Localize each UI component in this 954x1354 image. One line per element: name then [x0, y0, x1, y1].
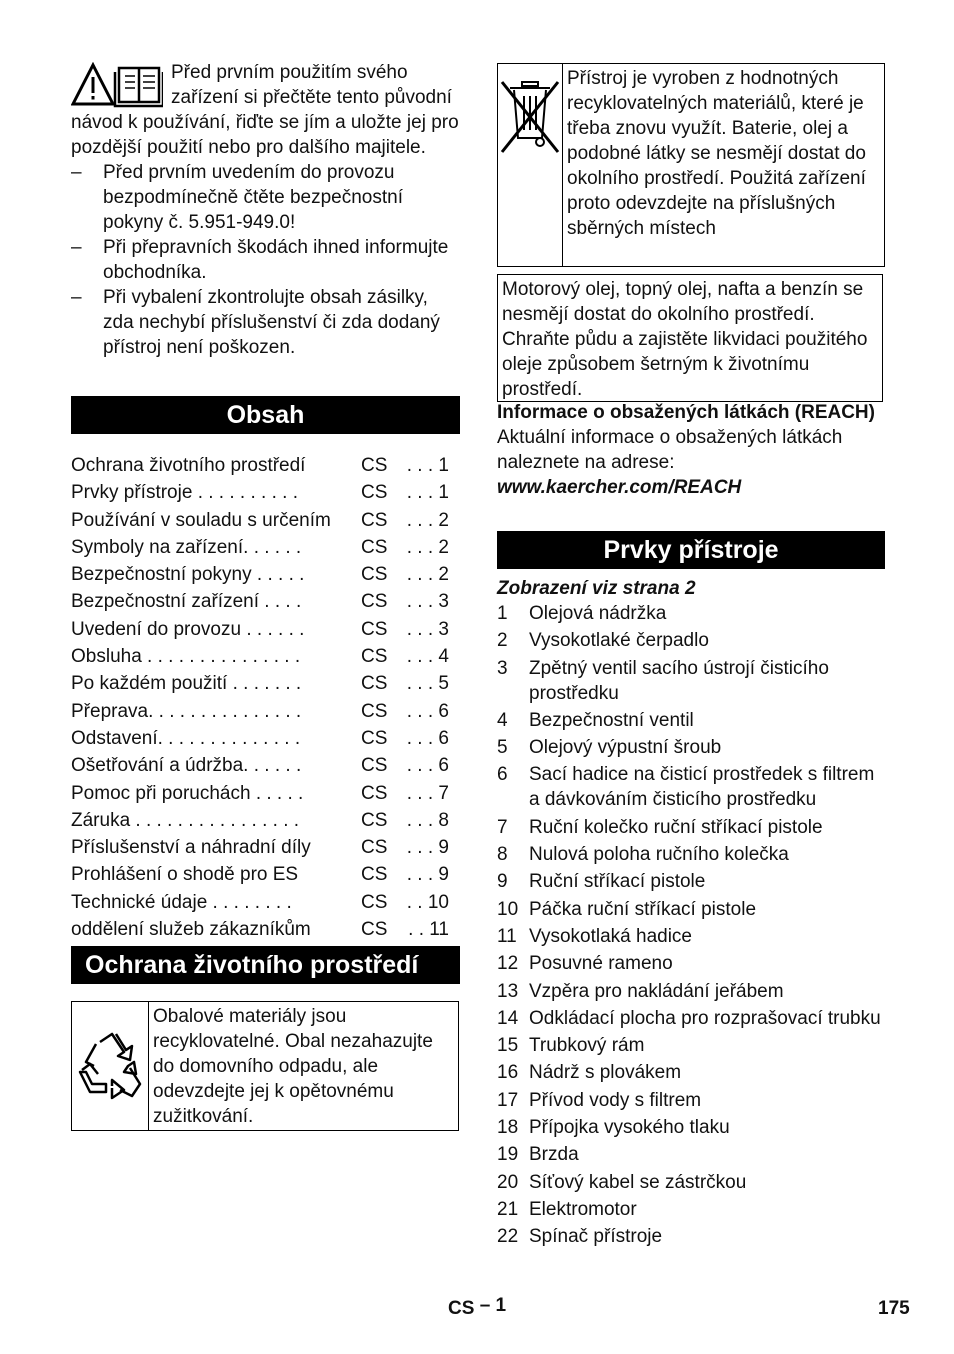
toc-row[interactable]	[71, 807, 459, 834]
part-number: 21	[497, 1198, 519, 1220]
reach-url[interactable]: www.kaercher.com/REACH	[497, 477, 742, 498]
list-item	[497, 1088, 887, 1113]
part-number: 20	[497, 1171, 519, 1193]
part-label: Vysokotlaká hadice	[529, 925, 693, 947]
toc-row[interactable]	[71, 534, 459, 561]
parts-heading: Prvky přístroje	[497, 531, 885, 569]
part-number: 15	[497, 1035, 519, 1057]
toc-page: . . 11	[408, 919, 449, 941]
list-item	[497, 924, 887, 949]
toc-lang: CS	[361, 591, 388, 613]
part-number: 13	[497, 980, 519, 1002]
toc-row[interactable]	[71, 507, 459, 534]
part-number: 9	[497, 871, 508, 893]
toc-row[interactable]	[71, 780, 459, 807]
part-label: Posuvné rameno	[529, 953, 673, 975]
recycle-box	[71, 1001, 459, 1131]
intro-bullets	[71, 160, 459, 360]
read-manual-icon	[115, 68, 163, 106]
page-number: 175	[878, 1298, 910, 1319]
parts-list	[497, 601, 887, 1249]
list-item	[497, 979, 887, 1004]
part-label: Páčka ruční stříkací pistole	[529, 898, 757, 920]
toc-row[interactable]	[71, 725, 459, 752]
part-label: Elektromotor	[529, 1198, 637, 1220]
toc-title: Ošetřování a údržba. . . . . .	[71, 755, 302, 777]
part-label: Trubkový rám	[529, 1035, 645, 1057]
toc-title: Ochrana životního prostředí	[71, 455, 306, 476]
env-heading: Ochrana životního prostředí	[71, 946, 460, 984]
toc-lang: CS	[361, 891, 388, 913]
list-item: – Při vybalení zkontrolujte obsah zásilky, zda nechybí příslušenství či zda dodaný přístroj není poškozen.	[71, 285, 459, 360]
part-number: 6	[497, 764, 508, 786]
list-item	[497, 735, 887, 760]
toc-row[interactable]	[71, 561, 459, 588]
reach-text: Aktuální informace o obsažených látkách naleznete na adrese:	[497, 427, 843, 473]
part-number: 5	[497, 737, 508, 759]
part-label: Nulová poloha ručního kolečka	[529, 844, 789, 866]
part-label: Vzpěra pro nakládání jeřábem	[529, 980, 784, 1002]
toc-title: Symboly na zařízení. . . . . .	[71, 536, 302, 558]
toc-title: oddělení služeb zákazníkům	[71, 919, 311, 941]
list-item	[497, 1060, 887, 1085]
part-number: 2	[497, 630, 508, 652]
toc-title: Příslušenství a náhradní díly	[71, 837, 311, 859]
recycle-icon	[72, 1002, 149, 1130]
oil-warning-box: Motorový olej, topný olej, nafta a benzín se nesmějí dostat do okolního prostředí. Chraňte půdu a zajistěte likvidaci použitého oleje způsobem šetrným k životnímu prostředí.	[497, 274, 883, 402]
weee-box	[497, 63, 885, 267]
toc-lang: CS	[361, 809, 388, 831]
list-item	[497, 897, 887, 922]
toc-row[interactable]	[71, 479, 459, 506]
part-label: Odkládací plocha pro rozprašovací trubku	[529, 1007, 881, 1029]
intro-section	[71, 60, 459, 360]
toc-page: . . . 6	[406, 755, 449, 777]
toc-page: . . . 9	[406, 864, 449, 886]
list-item	[497, 628, 887, 653]
toc-row[interactable]	[71, 670, 459, 697]
part-number: 4	[497, 709, 508, 731]
part-label: Olejová nádržka	[529, 603, 667, 624]
part-number: 7	[497, 816, 508, 838]
toc-page: . . . 2	[406, 536, 449, 558]
toc-lang: CS	[361, 919, 388, 941]
toc-title: Pomoc při poruchách . . . . .	[71, 782, 304, 804]
list-item	[497, 951, 887, 976]
toc-row[interactable]	[71, 889, 459, 916]
part-number: 8	[497, 844, 508, 866]
toc-lang: CS	[361, 864, 388, 886]
part-label: Přívod vody s filtrem	[529, 1089, 702, 1111]
recycle-text: Obalové materiály jsou recyklovatelné. Obal nezahazujte do domovního odpadu, ale odevzdejte jej k opětovnému zužitkování.	[153, 1006, 433, 1127]
toc-lang: CS	[361, 646, 388, 668]
part-number: 19	[497, 1144, 519, 1166]
toc-lang: CS	[361, 618, 388, 640]
part-label: Nádrž s plovákem	[529, 1062, 682, 1084]
part-number: 16	[497, 1062, 519, 1084]
toc-lang: CS	[361, 782, 388, 804]
toc-lang: CS	[361, 509, 388, 531]
toc-title: Odstavení. . . . . . . . . . . . . .	[71, 727, 301, 749]
toc-page: . . . 1	[406, 482, 449, 504]
toc-title: Bezpečnostní pokyny . . . . .	[71, 564, 305, 586]
list-item	[497, 1115, 887, 1140]
part-label: Sací hadice na čisticí prostředek s filtrem a dávkováním čisticího prostředku	[529, 764, 875, 811]
toc-title: Bezpečnostní zařízení . . . .	[71, 591, 302, 613]
part-number: 17	[497, 1089, 519, 1111]
toc-page: . . . 6	[406, 727, 449, 749]
toc-page: . . 10	[406, 891, 449, 913]
list-item	[497, 1033, 887, 1058]
part-number: 1	[497, 603, 508, 624]
warning-manual-icons	[71, 62, 163, 108]
toc-row[interactable]	[71, 861, 459, 888]
part-label: Ruční kolečko ruční stříkací pistole	[529, 816, 823, 838]
toc-page: . . . 4	[406, 646, 449, 668]
intro-text: Před prvním použitím svého zařízení si přečtěte tento původní návod k používání, řiďte se jím a uložte jej pro pozdější použití nebo pro dalšího majitele.	[71, 62, 459, 158]
toc-row[interactable]	[71, 643, 459, 670]
list-item	[497, 601, 887, 626]
toc-lang: CS	[361, 536, 388, 558]
toc-page: . . . 2	[406, 509, 449, 531]
part-number: 10	[497, 898, 519, 920]
toc-page: . . . 3	[406, 618, 449, 640]
reach-section	[497, 400, 885, 500]
toc-lang: CS	[361, 564, 388, 586]
reach-heading: Informace o obsažených látkách (REACH)	[497, 402, 875, 423]
toc-row[interactable]	[71, 916, 459, 943]
toc-page: . . . 2	[406, 564, 449, 586]
toc-title: Záruka . . . . . . . . . . . . . . . .	[71, 809, 300, 831]
toc-title: Prohlášení o shodě pro ES	[71, 864, 299, 886]
toc-title: Po každém použití . . . . . . .	[71, 673, 302, 695]
part-label: Spínač přístroje	[529, 1226, 663, 1248]
part-number: 22	[497, 1226, 519, 1248]
toc-lang: CS	[361, 673, 388, 695]
weee-text: Přístroj je vyroben z hodnotných recyklovatelných materiálů, které je třeba znovu využít. Baterie, olej a podobné látky se nesmějí dostat do okolního prostředí. Použitá zařízení proto odevzdejte na příslušných sběrných místech	[567, 68, 866, 239]
toc-heading: Obsah	[71, 396, 460, 434]
footer-lang: CS	[448, 1298, 475, 1319]
warning-triangle-icon	[73, 65, 113, 104]
toc-page: . . . 9	[406, 837, 449, 859]
toc-title: Prvky přístroje . . . . . . . . . .	[71, 482, 298, 504]
toc-lang: CS	[361, 837, 388, 859]
part-label: Olejový výpustní šroub	[529, 737, 722, 759]
toc-title: Obsluha . . . . . . . . . . . . . . .	[71, 646, 301, 668]
list-item	[497, 1224, 887, 1249]
list-item	[497, 1006, 887, 1031]
toc-lang: CS	[361, 455, 388, 476]
toc-page: . . . 6	[406, 700, 449, 722]
toc-lang: CS	[361, 727, 388, 749]
list-item	[497, 1170, 887, 1195]
footer-section	[448, 1296, 506, 1321]
list-item	[497, 1142, 887, 1167]
crossed-bin-icon	[498, 64, 563, 266]
part-label: Zpětný ventil sacího ústrojí čisticího prostředku	[529, 657, 829, 704]
parts-section	[497, 576, 887, 1252]
part-number: 11	[497, 925, 517, 947]
toc-page: . . . 3	[406, 591, 449, 613]
toc-page: . . . 7	[406, 782, 449, 804]
part-number: 14	[497, 1007, 519, 1029]
toc-page: . . . 1	[406, 455, 449, 476]
toc-lang: CS	[361, 700, 388, 722]
parts-subheading: Zobrazení viz strana 2	[497, 578, 696, 599]
toc-page: . . . 8	[406, 809, 449, 831]
part-number: 3	[497, 657, 508, 679]
part-label: Přípojka vysokého tlaku	[529, 1117, 730, 1139]
toc-page: . . . 5	[406, 673, 449, 695]
toc-title: Používání v souladu s určením	[71, 509, 331, 531]
toc-row[interactable]	[71, 452, 459, 479]
list-item: – Při přepravních škodách ihned informujte obchodníka.	[71, 235, 459, 285]
toc-row[interactable]	[71, 752, 459, 779]
part-number: 18	[497, 1117, 519, 1139]
part-label: Ruční stříkací pistole	[529, 871, 706, 893]
list-item	[497, 815, 887, 840]
list-item	[497, 656, 887, 706]
toc-row[interactable]	[71, 834, 459, 861]
list-item	[497, 762, 887, 812]
list-item: – Před prvním uvedením do provozu bezpodmínečně čtěte bezpečnostní pokyny č. 5.951-949.0!	[71, 160, 459, 235]
list-item	[497, 842, 887, 867]
toc-row[interactable]	[71, 616, 459, 643]
toc-row[interactable]	[71, 698, 459, 725]
toc-title: Uvedení do provozu . . . . . .	[71, 618, 305, 640]
toc-title: Přeprava. . . . . . . . . . . . . . .	[71, 700, 302, 722]
footer-section-page: – 1	[479, 1295, 507, 1316]
list-item	[497, 869, 887, 894]
toc-row[interactable]	[71, 588, 459, 615]
part-label: Bezpečnostní ventil	[529, 709, 694, 731]
toc-title: Technické údaje . . . . . . . .	[71, 891, 292, 913]
table-of-contents	[71, 452, 459, 943]
toc-lang: CS	[361, 482, 388, 504]
part-label: Brzda	[529, 1144, 579, 1166]
toc-lang: CS	[361, 755, 388, 777]
part-number: 12	[497, 953, 519, 975]
list-item	[497, 1197, 887, 1222]
list-item	[497, 708, 887, 733]
part-label: Vysokotlaké čerpadlo	[529, 630, 709, 652]
part-label: Síťový kabel se zástrčkou	[529, 1171, 747, 1193]
